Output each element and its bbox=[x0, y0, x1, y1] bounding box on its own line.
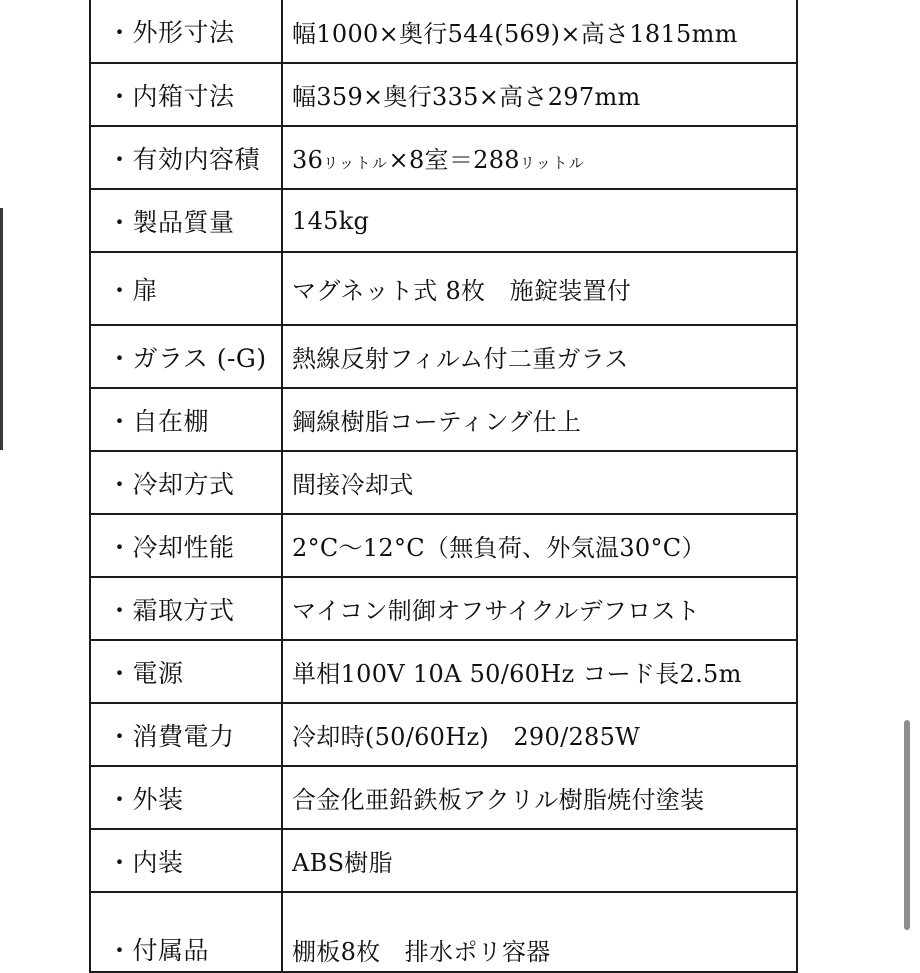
spec-row bbox=[90, 252, 797, 325]
spec-value: 単相100V 10A 50/60Hz コード長2.5m bbox=[282, 640, 797, 703]
spec-value: 2°C〜12°C（無負荷、外気温30°C） bbox=[282, 514, 797, 577]
spec-label: ・有効内容積 bbox=[90, 126, 282, 189]
spec-value bbox=[282, 126, 797, 189]
spec-value: 合金化亜鉛鉄板アクリル樹脂焼付塗装 bbox=[282, 766, 797, 829]
spec-row bbox=[90, 0, 797, 63]
spec-label: ・外形寸法 bbox=[90, 0, 282, 63]
spec-value: ABS樹脂 bbox=[282, 829, 797, 892]
spec-row bbox=[90, 388, 797, 451]
spec-row bbox=[90, 63, 797, 126]
left-edge-strip bbox=[0, 208, 3, 450]
spec-row bbox=[90, 577, 797, 640]
spec-label: ・冷却性能 bbox=[90, 514, 282, 577]
spec-row bbox=[90, 892, 797, 972]
spec-value: 冷却時(50/60Hz) 290/285W bbox=[282, 703, 797, 766]
spec-label: ・冷却方式 bbox=[90, 451, 282, 514]
spec-row bbox=[90, 640, 797, 703]
spec-value: マグネット式 8枚 施錠装置付 bbox=[282, 252, 797, 325]
spec-label: ・自在棚 bbox=[90, 388, 282, 451]
spec-label: ・内箱寸法 bbox=[90, 63, 282, 126]
value-part-small: リットル bbox=[519, 154, 586, 172]
spec-value: 棚板8枚 排水ポリ容器 bbox=[282, 892, 797, 972]
spec-row bbox=[90, 451, 797, 514]
spec-value: 熱線反射フィルム付二重ガラス bbox=[282, 325, 797, 388]
spec-row bbox=[90, 514, 797, 577]
spec-row bbox=[90, 126, 797, 189]
spec-value: 145kg bbox=[282, 189, 797, 252]
spec-table bbox=[89, 0, 798, 973]
spec-value: マイコン制御オフサイクルデフロスト bbox=[282, 577, 797, 640]
spec-value: 鋼線樹脂コーティング仕上 bbox=[282, 388, 797, 451]
scrollbar-thumb[interactable] bbox=[904, 720, 910, 930]
spec-label: ・内装 bbox=[90, 829, 282, 892]
spec-row bbox=[90, 325, 797, 388]
spec-value: 間接冷却式 bbox=[282, 451, 797, 514]
spec-label: ・ガラス (-G) bbox=[90, 325, 282, 388]
spec-value: 幅1000×奥行544(569)×高さ1815mm bbox=[282, 0, 797, 63]
spec-label: ・付属品 bbox=[90, 892, 282, 972]
spec-row bbox=[90, 703, 797, 766]
spec-label: ・製品質量 bbox=[90, 189, 282, 252]
spec-label: ・霜取方式 bbox=[90, 577, 282, 640]
spec-label: ・外装 bbox=[90, 766, 282, 829]
spec-label: ・消費電力 bbox=[90, 703, 282, 766]
value-part: 36 bbox=[292, 146, 324, 174]
spec-row bbox=[90, 189, 797, 252]
spec-row bbox=[90, 766, 797, 829]
spec-value: 幅359×奥行335×高さ297mm bbox=[282, 63, 797, 126]
value-part: ×8室＝288 bbox=[388, 146, 520, 174]
spec-label: ・扉 bbox=[90, 252, 282, 325]
spec-label: ・電源 bbox=[90, 640, 282, 703]
value-part-small: リットル bbox=[323, 154, 389, 172]
spec-row bbox=[90, 829, 797, 892]
